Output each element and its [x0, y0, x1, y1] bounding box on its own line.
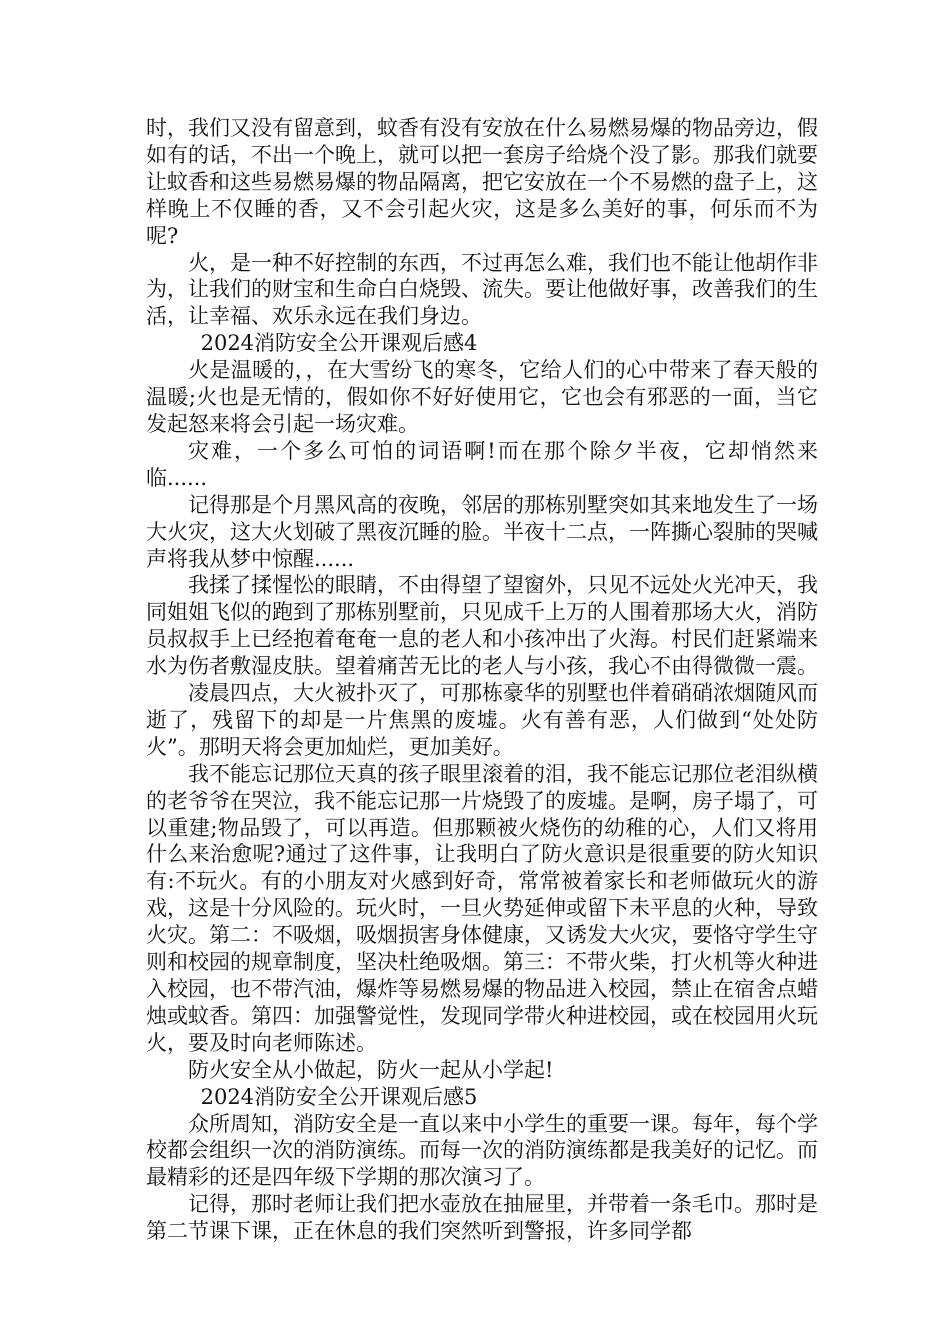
- paragraph: 众所周知，消防安全是一直以来中小学生的重要一课。每年，每个学校都会组织一次的消防演练。而每一次的消防演练都是我美好的记忆。而最精彩的还是四年级下学期的那次演习了。: [146, 1111, 818, 1190]
- paragraph: 火是温暖的，，在大雪纷飞的寒冬，它给人们的心中带来了春天般的温暖;火也是无情的，假如你不好好使用它，它也会有邪恶的一面，当它发起怒来将会引起一场灾难。: [146, 358, 818, 436]
- section-heading: 2024消防安全公开课观后感4: [200, 331, 478, 356]
- paragraph: 记得，那时老师让我们把水壶放在抽屉里，并带着一条毛巾。那时是第二节课下课，正在休息的我们突然听到警报，许多同学都: [146, 1192, 818, 1244]
- paragraph: 火，是一种不好控制的东西，不过再怎么难，我们也不能让他胡作非为，让我们的财宝和生命白白烧毁、流失。要让他做好事，改善我们的生活，让幸福、欢乐永远在我们身边。: [146, 250, 818, 329]
- section-heading: 2024消防安全公开课观后感5: [200, 1084, 478, 1109]
- paragraph: 记得那是个月黑风高的夜晚，邻居的那栋别墅突如其来地发生了一场大火灾，这大火划破了黑夜沉睡的脸。半夜十二点，一阵撕心裂肺的哭喊声将我从梦中惊醒......: [146, 492, 818, 571]
- paragraph: 我揉了揉惺忪的眼睛，不由得望了望窗外，只见不远处火光冲天，我同姐姐飞似的跑到了那栋别墅前，只见成千上万的人围着那场大火，消防员叔叔手上已经抱着奄奄一息的老人和小孩冲出了火海。村民们赶紧端来水为伤者敷湿皮肤。望着痛苦无比的老人与小孩，我心不由得微微一震。: [146, 573, 818, 679]
- paragraph: 我不能忘记那位天真的孩子眼里滚着的泪，我不能忘记那位老泪纵横的老爷爷在哭泣，我不能忘记那一片烧毁了的废墟。是啊，房子塌了，可以重建;物品毁了，可以再造。但那颗被火烧伤的幼稚的心，人们又将用什么来治愈呢?通过了这件事，让我明白了防火意识是很重要的防火知识有:不玩火。有的小朋友对火感到好奇，常常被着家长和老师做玩火的游戏，这是十分风险的。玩火时，一旦火势延伸或留下未平息的火种，导致火灾。第二：不吸烟，吸烟损害身体健康，又诱发大火灾，要恪守学生守则和校园的规章制度，坚决杜绝吸烟。第三：不带火柴，打火机等火种进入校园，也不带汽油，爆炸等易燃易爆的物品进入校园，禁止在宿舍点蜡烛或蚊香。第四：加强警觉性，发现同学带火种进校园，或在校园用火玩火，要及时向老师陈述。: [146, 761, 818, 1055]
- paragraph: 时，我们又没有留意到，蚊香有没有安放在什么易燃易爆的物品旁边，假如有的话，不出一个晚上，就可以把一套房子给烧个没了影。那我们就要让蚊香和这些易燃易爆的物品隔离，把它安放在一个不易燃的盘子上，这样晚上不仅睡的香，又不会引起火灾，这是多么美好的事，何乐而不为呢?: [146, 116, 818, 248]
- document-page: [146, 115, 818, 1245]
- paragraph: 凌晨四点，大火被扑灭了，可那栋豪华的别墅也伴着硝硝浓烟随风而逝了，残留下的却是一片焦黑的废墟。火有善有恶，人们做到“处处防火”。那明天将会更加灿烂，更加美好。: [146, 681, 818, 759]
- paragraph: 灾难，一个多么可怕的词语啊!而在那个除夕半夜，它却悄然来临......: [146, 438, 818, 490]
- paragraph: 防火安全从小做起，防火一起从小学起!: [188, 1057, 554, 1082]
